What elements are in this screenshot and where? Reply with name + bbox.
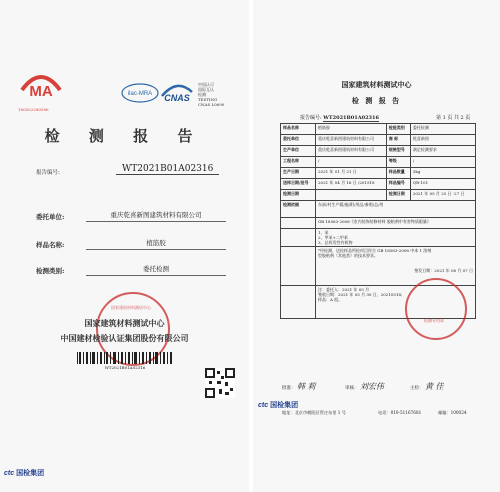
main-name: 黄 佳	[424, 382, 444, 391]
conclusion-line: *经检测，送检样品所检项目符合 GB 18583-2008 中本 1 溶剂	[317, 248, 432, 253]
remark-line: 样品：A 组。	[317, 297, 343, 302]
client-label: 委托单位:	[36, 213, 65, 221]
right-report-number-label: 报告编号:	[300, 115, 322, 121]
client-value: 重庆乾喜新图建筑材料有限公司	[86, 210, 226, 222]
item-line: 2、甲苯+二甲苯	[317, 235, 348, 240]
ctc-logo-icon-right: ctc	[258, 401, 269, 409]
report-title: 检 测 报 告	[44, 127, 205, 145]
lab-name-secondary: 中国建材检验认证集团股份有限公司	[60, 333, 189, 343]
ctc-logo-icon: ctc	[4, 469, 15, 477]
left-brand-text: 国检集团	[16, 470, 45, 477]
table-row: 检测依据 东部/村生产精/施/附/用品/参照/总/用	[281, 201, 476, 218]
item-line: 3、总挥发性有机物	[317, 240, 353, 245]
phone-line: 电话：010-51167681	[378, 410, 422, 415]
category-label: 检测类别:	[36, 267, 65, 275]
main-label: 主检：	[410, 386, 424, 391]
address-line: 地址：北京市朝阳区管庄东里 1 号	[282, 410, 346, 415]
signature-review	[345, 384, 384, 391]
cnas-line-1: 中国认可	[198, 82, 214, 87]
cma-logo-icon	[18, 70, 64, 106]
table-row: 生产单位 重庆乾喜新图建筑材料有限公司 规格型号 满足检测要求	[281, 146, 476, 157]
issue-date: 签发日期：2021 年 06 月 07 日	[414, 268, 473, 273]
remark-line: 签收日期：2021 年 05 月 30 日，20210518；	[317, 292, 406, 297]
right-report-title: 检 测 报 告	[351, 96, 402, 105]
report-number: WT2021B01A02316	[116, 164, 219, 175]
review-name: 刘宏伟	[359, 382, 384, 391]
right-red-seal	[405, 278, 467, 340]
right-report-number	[300, 114, 379, 121]
right-seal-text: 检测专用章	[424, 318, 444, 323]
spec-line: 东部/村生产精/施/附/用品/参照/总/用	[317, 202, 384, 207]
qr-code-icon	[205, 368, 235, 398]
barcode-number: WT2021B01A02316	[104, 365, 146, 370]
table-row: 工程名称 / 等级 /	[281, 157, 476, 168]
table-row: 送样日期/批号 2021 年 04 月 16 日 /201518 样品编号 QR-101	[281, 179, 476, 190]
review-label: 审核：	[345, 386, 359, 391]
ilac-mra-logo-icon	[120, 82, 160, 104]
item-line: 1、苯	[317, 230, 329, 235]
signature-main	[410, 384, 443, 391]
table-row: 生产日期 2021 年 01 月 21 日 样品数量 5kg	[281, 168, 476, 179]
cnas-line-5: CNAS L0690	[198, 102, 225, 107]
table-row: 检测日期 检测日期 2021 年 05 月 25 日 -27 日	[281, 190, 476, 201]
barcode-icon	[76, 352, 174, 364]
conclusion-line: 型胶粘剂（其他类）的技术要求。	[317, 253, 378, 258]
table-row	[281, 218, 476, 229]
cnas-line-2: 国际互认	[198, 87, 214, 92]
postcode-line: 邮编：100024	[438, 410, 467, 415]
approve-name: 韩 莉	[296, 382, 316, 391]
left-brand	[4, 468, 44, 478]
svg-text:MA: MA	[29, 83, 53, 100]
cnas-accreditation-text	[198, 82, 224, 107]
right-brand-text: 国检集团	[270, 402, 299, 409]
approve-label: 批准：	[282, 386, 296, 391]
cma-code: 180052280586	[18, 107, 49, 112]
right-report-number-value: WT2021B01A02316	[323, 115, 379, 121]
cnas-logo-icon	[160, 82, 194, 104]
cnas-logo-text: CNAS	[164, 93, 190, 103]
cnas-line-4: TESTING	[198, 97, 218, 102]
cnas-line-3: 检测	[198, 92, 206, 97]
report-number-label: 报告编号:	[36, 170, 60, 176]
table-row	[281, 229, 476, 247]
right-lab-title: 国家建筑材料测试中心	[341, 80, 412, 89]
remark-line: 注：委托人：2021 年 05 月	[317, 287, 370, 292]
ilac-text: ilac-MRA	[127, 91, 153, 97]
left-seal-text: 国家建筑材料测试中心	[111, 305, 151, 310]
basis-text: GB 18583-2008《室内装饰装修材料 胶粘剂中有害物质限量》	[317, 219, 431, 224]
sample-label: 样品名称:	[36, 241, 65, 249]
lab-name-primary: 国家建筑材料测试中心	[84, 318, 165, 328]
table-row: 委托单位 重庆乾喜新图建筑材料有限公司 商 标 乾喜新图	[281, 135, 476, 146]
category-value: 委托检测	[86, 264, 226, 276]
page-info: 第 1 页 共 2 页	[436, 115, 471, 121]
right-brand	[258, 400, 298, 410]
sample-value: 植筋胶	[86, 238, 226, 250]
signature-approve	[282, 384, 315, 391]
table-row: 样品名称 植筋胶 检验类别 委托检测	[281, 124, 476, 135]
